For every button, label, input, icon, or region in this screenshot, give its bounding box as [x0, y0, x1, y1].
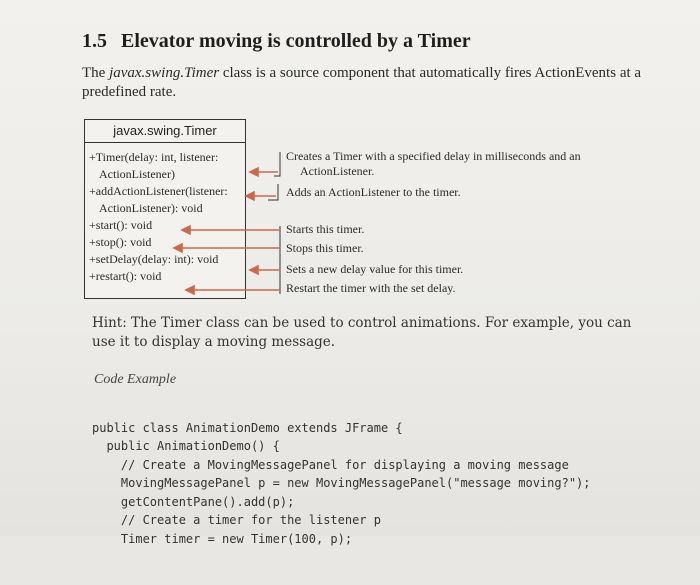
desc-timer-line2: ActionListener.: [300, 164, 375, 178]
desc-stop: Stops this timer.: [286, 241, 364, 255]
desc-start: Starts this timer.: [286, 222, 365, 236]
bracket-lines: [268, 152, 280, 294]
code-line: public class AnimationDemo extends JFrame {: [92, 420, 403, 435]
intro-suffix: class is a source component that automatically fires ActionEvents at a predefined rate.: [82, 65, 642, 100]
code-line: // Create a timer for the listener p: [92, 513, 381, 527]
hint-paragraph: Hint: The Timer class can be used to control animations. For example, you can use it to display a moving message.: [92, 315, 632, 350]
intro-prefix: The: [82, 65, 110, 81]
arrow-timer-head: [250, 168, 258, 176]
uml-method-timer: +Timer(delay: int, listener:: [89, 150, 219, 164]
uml-method-restart: +restart(): void: [89, 269, 162, 283]
bracket-addlistener: [268, 184, 278, 200]
desc-timer-line1: Creates a Timer with a specified delay in milliseconds and an: [286, 149, 581, 163]
arrow-restart-head: [186, 286, 194, 294]
uml-method-addactionlistener: +addActionListener(listener:: [89, 184, 228, 198]
desc-setdelay: Sets a new delay value for this timer.: [286, 262, 464, 276]
uml-method-timer-cont: ActionListener): [99, 167, 175, 181]
uml-method-stop: +stop(): void: [89, 235, 152, 249]
desc-restart: Restart the timer with the set delay.: [286, 281, 456, 295]
code-line: Timer timer = new Timer(100, p);: [92, 531, 353, 546]
code-line: MovingMessagePanel p = new MovingMessagePanel("message moving?");: [92, 476, 591, 490]
code-example-title: Code Example: [94, 372, 177, 387]
uml-method-addactionlistener-cont: ActionListener): void: [99, 201, 203, 215]
arrow-start-head: [182, 226, 190, 234]
section-number: 1.5: [82, 30, 107, 52]
code-line: getContentPane().add(p);: [92, 494, 295, 509]
code-line: public AnimationDemo() {: [92, 439, 280, 453]
arrow-stop-head: [174, 244, 182, 252]
intro-class-name: javax.swing.Timer: [109, 65, 220, 81]
arrow-group: [174, 168, 280, 294]
uml-method-setdelay: +setDelay(delay: int): void: [89, 252, 219, 266]
uml-class-title: javax.swing.Timer: [85, 120, 245, 143]
code-line: // Create a MovingMessagePanel for displaying a moving message: [92, 457, 569, 472]
arrow-setdelay-head: [250, 266, 258, 274]
section-title: Elevator moving is controlled by a Timer: [121, 30, 471, 52]
code-block: [92, 400, 652, 585]
desc-addactionlistener: Adds an ActionListener to the timer.: [286, 185, 461, 199]
uml-method-start: +start(): void: [89, 218, 153, 232]
arrow-addlistener-head: [246, 192, 254, 200]
